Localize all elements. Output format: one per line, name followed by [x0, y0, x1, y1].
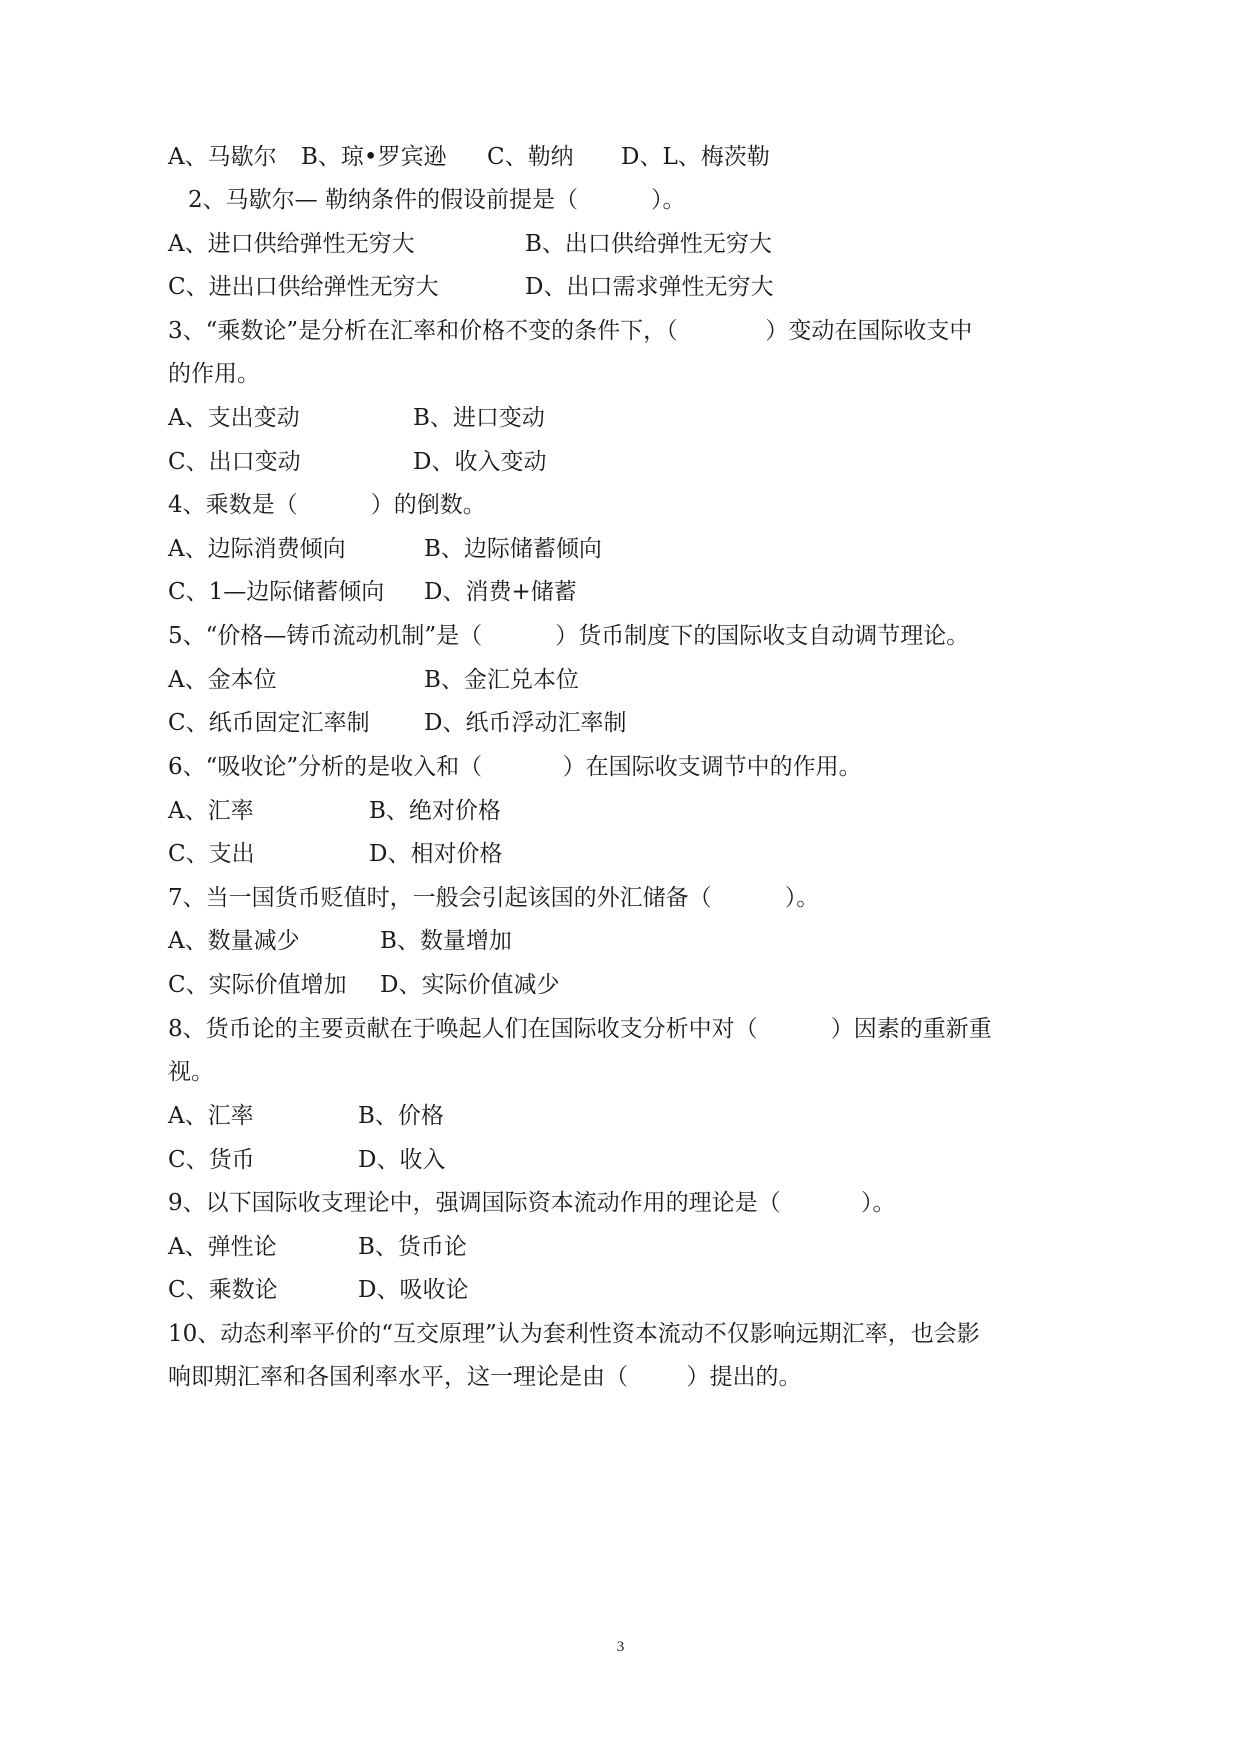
q3-option-d: D、收入变动 — [413, 449, 547, 475]
q8-option-c: C、货币 — [168, 1147, 255, 1173]
q10-stem-line1: 10、动态利率平价的“互交原理”认为套利性资本流动不仅影响远期汇率，也会影 — [168, 1321, 980, 1347]
q2-option-a: A、进口供给弹性无穷大 — [168, 231, 415, 257]
q8-option-b: B、价格 — [358, 1103, 444, 1129]
q2-option-b: B、出口供给弹性无穷大 — [525, 231, 772, 257]
q7-option-b: B、数量增加 — [380, 928, 512, 954]
q7-stem: 7、当一国货币贬值时，一般会引起该国的外汇储备（ ）。 — [168, 885, 820, 911]
q5-option-d: D、纸币浮动汇率制 — [424, 710, 627, 736]
q9-option-d: D、吸收论 — [358, 1277, 469, 1303]
q5-option-b: B、金汇兑本位 — [424, 667, 579, 693]
q7-option-c: C、实际价值增加 — [168, 972, 347, 998]
q6-option-b: B、绝对价格 — [369, 798, 501, 824]
q5-option-c: C、纸币固定汇率制 — [168, 710, 370, 736]
q4-option-b: B、边际储蓄倾向 — [424, 536, 602, 562]
q2-stem: 2、马歇尔— 勒纳条件的假设前提是（ ）。 — [188, 187, 686, 213]
q4-stem: 4、乘数是（ ）的倒数。 — [168, 492, 486, 518]
q6-option-a: A、汇率 — [168, 798, 254, 824]
q6-option-d: D、相对价格 — [369, 841, 503, 867]
q5-option-a: A、金本位 — [168, 667, 277, 693]
q4-option-c: C、1—边际储蓄倾向 — [168, 579, 385, 605]
q4-option-d: D、消费+储蓄 — [424, 579, 577, 605]
q1-option-d: D、L、梅茨勒 — [621, 144, 770, 170]
q8-option-a: A、汇率 — [168, 1103, 254, 1129]
q9-option-b: B、货币论 — [358, 1234, 467, 1260]
q3-option-a: A、支出变动 — [168, 405, 300, 431]
q8-stem-line2: 视。 — [168, 1059, 214, 1085]
q6-stem: 6、“吸收论”分析的是收入和（ ）在国际收支调节中的作用。 — [168, 754, 862, 780]
q1-option-a: A、马歇尔 — [168, 144, 277, 170]
q1-option-b: B、琼•罗宾逊 — [301, 144, 447, 170]
q7-option-d: D、实际价值减少 — [380, 972, 560, 998]
q4-option-a: A、边际消费倾向 — [168, 536, 346, 562]
q10-stem-line2: 响即期汇率和各国利率水平，这一理论是由（ ）提出的。 — [168, 1364, 802, 1390]
q9-option-c: C、乘数论 — [168, 1277, 278, 1303]
q1-option-c: C、勒纳 — [487, 144, 574, 170]
q5-stem: 5、“价格—铸币流动机制”是（ ）货币制度下的国际收支自动调节理论。 — [168, 623, 970, 649]
q2-option-c: C、进出口供给弹性无穷大 — [168, 274, 439, 300]
q3-option-c: C、出口变动 — [168, 449, 301, 475]
q6-option-c: C、支出 — [168, 841, 255, 867]
q7-option-a: A、数量减少 — [168, 928, 300, 954]
q8-option-d: D、收入 — [358, 1147, 446, 1173]
q3-option-b: B、进口变动 — [413, 405, 545, 431]
q3-stem-line2: 的作用。 — [168, 361, 260, 387]
q3-stem-line1: 3、“乘数论”是分析在汇率和价格不变的条件下，（ ）变动在国际收支中 — [168, 318, 973, 344]
page-number: 3 — [616, 1639, 625, 1655]
q9-option-a: A、弹性论 — [168, 1234, 277, 1260]
q2-option-d: D、出口需求弹性无穷大 — [525, 274, 774, 300]
q9-stem: 9、以下国际收支理论中，强调国际资本流动作用的理论是（ ）。 — [168, 1190, 896, 1216]
q8-stem-line1: 8、货币论的主要贡献在于唤起人们在国际收支分析中对（ ）因素的重新重 — [168, 1016, 992, 1042]
